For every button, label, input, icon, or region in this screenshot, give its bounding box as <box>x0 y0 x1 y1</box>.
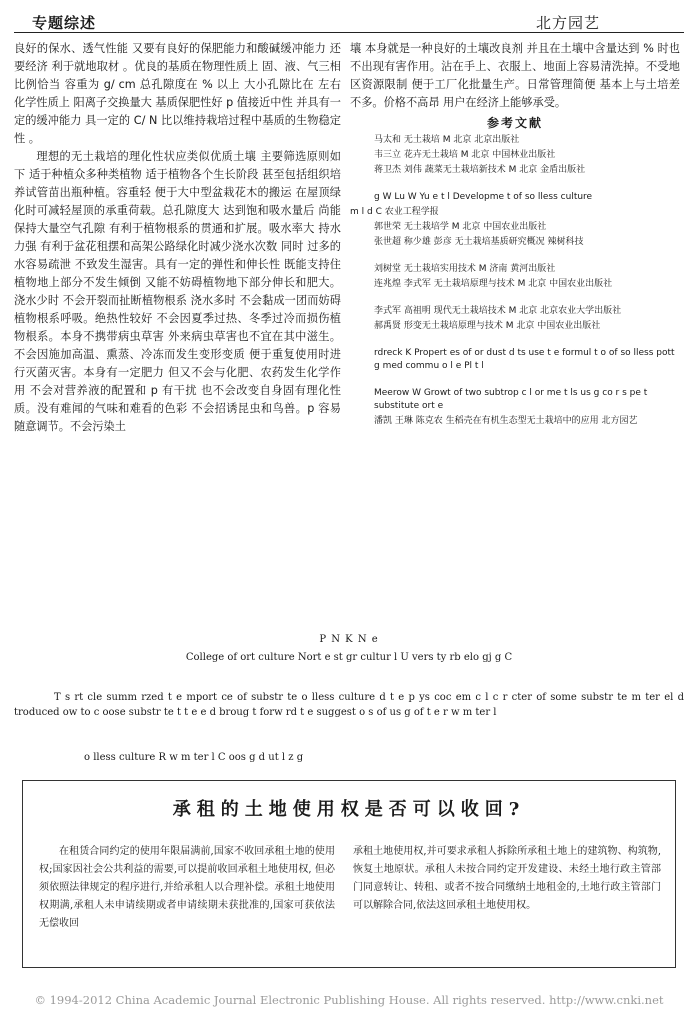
reference-item: 郝禹贤 形变无土栽培原理与技术 M 北京 中国农业出版社 <box>374 321 601 331</box>
box-paragraph: 承租土地使用权,并可要求承租人拆除所承租土地上的建筑物、构筑物,恢复土地原状。承租人未按合同约定开发建设、未经土地行政主管部门同意转让、转租、或者不按合同缴纳土地租金的,土地行政主管部门可以解除合同,依法这回承租土地使用权。 <box>353 846 661 911</box>
reference-item: rdreck K Propert es of or dust d ts use t e formul t o of so lless pott g med commu o l e Pl t l <box>374 348 675 371</box>
reference-item: 韦三立 花卉无土栽培 M 北京 中国林业出版社 <box>374 150 556 160</box>
reference-item: 潘凯 王琳 陈克农 生稻壳在有机生态型无土栽培中的应用 北方园艺 <box>374 416 638 426</box>
reference-item: 连兆煌 李式军 无土栽培原理与技术 M 北京 中国农业出版社 <box>374 279 613 289</box>
reference-item: 郭世荣 无土栽培学 M 北京 中国农业出版社 <box>374 222 547 232</box>
journal-name: 北方园艺 <box>535 14 600 32</box>
reference-item: 刘树堂 无土栽培实用技术 M 济南 黄河出版社 <box>374 264 556 274</box>
box-left-column <box>39 843 335 933</box>
sidebar-box <box>22 780 676 968</box>
reference-item: Meerow W Growt of two subtrop c l or me t ls us g co r s pe t substitute ort e <box>374 388 648 411</box>
left-column <box>14 40 341 436</box>
body-paragraph: 壤 本身就是一种良好的土壤改良剂 并且在土壤中含量达到 % 时也不出现有害作用。沾在手上、衣服上、地面上容易清洗掉。不受地区资源限制 便于工厂化批量生产。日常管理简便 基本上与土培差不多。价格不高昂 用户在经济上能够承受。 <box>350 42 680 109</box>
box-right-column <box>353 843 661 915</box>
reference-item: 马太和 无土栽培 M 北京 北京出版社 <box>374 135 520 145</box>
reference-item: 张世超 称少雄 彭彦 无土栽培基质研究概况 辣树科技 <box>374 237 584 247</box>
reference-item: 蒋卫杰 刘伟 蔬菜无土栽培新技术 M 北京 金盾出版社 <box>374 165 586 175</box>
english-abstract: T s rt cle summ rzed t e mport ce of substr te o lless culture d t e p ys coc em c l c r cter of some substr te m ter el d troduced ow to c oose substr te t t e e d broug t forw rd t e suggest o s of us g of t e r w m ter l <box>14 692 684 718</box>
english-keywords: o lless culture R w m ter l C oos g d ut l z g <box>84 752 304 763</box>
page-header <box>14 6 684 33</box>
references-title: 参考文献 <box>486 116 543 130</box>
box-paragraph: 在租赁合同约定的使用年限届满前,国家不收回承租土地的使用权;国家因社会公共利益的需要,可以提前收回承租土地使用权, 但必须依照法律规定的程序进行,并给承租人以合理补偿。承租土地使用权期满,承租人未申请续期或者申请续期未获批准的,国家可获依法无偿收回 <box>39 846 335 929</box>
section-label: 专题综述 <box>32 14 97 32</box>
english-authors: P N K N e <box>319 634 379 645</box>
body-paragraph: 良好的保水、透气性能 又要有良好的保肥能力和酸碱缓冲能力 还要经济 利于就地取材 。优良的基质在物理性质上 固、液、气三相比例恰当 容重为 g/ cm 总孔隙度在 % 以上 大小孔隙比在 左右 化学性质上 阳离子交换量大 基质保肥性好 p 值接近中性 并具有一定的缓冲能力 具一定的 C/ N 比以维持栽培过程中基质的生物稳定性 。 <box>14 42 341 145</box>
right-column <box>350 40 680 430</box>
reference-item: m l d C 农业工程学报 <box>350 207 439 217</box>
english-institution: College of ort culture Nort e st gr cultur l U vers ty rb elo gj g C <box>185 652 513 663</box>
body-paragraph: 理想的无土栽培的理化性状应类似优质土壤 主要筛选原则如下 适于种植众多种类植物 适于植物各个生长阶段 甚至包括组织培养试管苗出瓶种植。容重轻 便于大中型盆栽花木的搬运 在屋顶绿化时可减轻屋顶的承重荷载。总孔隙度大 达到饱和吸水量后 尚能保持大量空气孔隙 有利于植物根系的贯通和扩展。吸水率大 持水力强 有利于盆花租摆和高架公路绿化时减少浇水次数 同时 过多的水容易疏泄 不致发生湿害。具有一定的弹性和伸长性 既能支持住植物地上部分不发生倾倒 又能不妨碍植物地下部分伸长和肥大。浇水少时 不会开裂而扯断植物根系 浇水多时 不会黏成一团而妨碍植物根系呼吸。绝热性较好 不会因夏季过热、冬季过冷而损伤植物根系。本身不携带病虫草害 外来病虫草害也不宜在其中滋生。不会因施加高温、熏蒸、冷冻而发生变形变质 便于重复使用时进行灭菌灭害。本身有一定肥力 但又不会与化肥、农药发生化学作用 不会对营养液的配置和 p 有干扰 也不会改变自身固有理化性质。没有难闻的气味和难看的色彩 不会招诱昆虫和鸟兽。p 容易随意调节。不会污染土 <box>14 150 341 433</box>
box-title: 承租的土地使用权是否可以收回? <box>172 799 526 820</box>
copyright-footer: © 1994-2012 China Academic Journal Electronic Publishing House. All rights reserved. http://www.cnki.net <box>34 993 664 1007</box>
reference-item: g W Lu W Yu e t l Developme t of so lless culture <box>374 192 593 202</box>
reference-item: 李式军 高祖明 现代无土栽培技术 M 北京 北京农业大学出版社 <box>374 306 622 316</box>
